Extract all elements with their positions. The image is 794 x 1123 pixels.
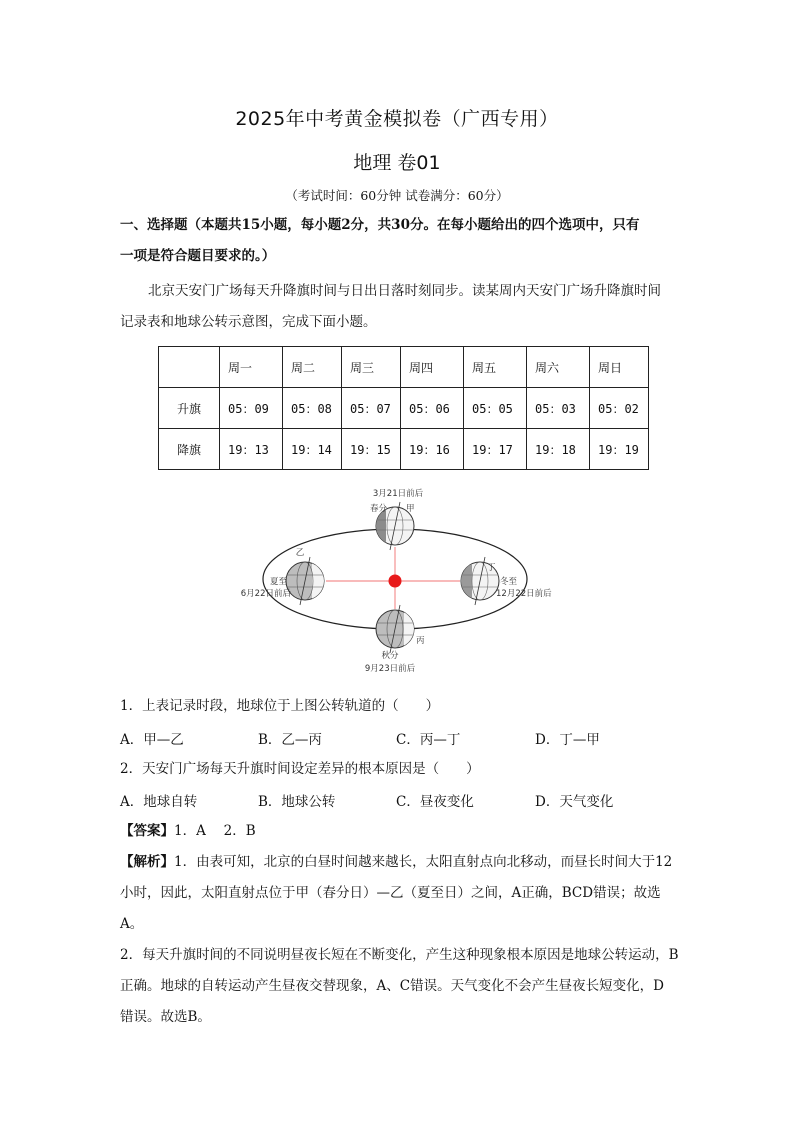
table-cell: 19：13 — [220, 429, 283, 470]
earth-icon — [286, 557, 324, 605]
table-row-label: 降旗 — [159, 429, 220, 470]
table-row — [159, 388, 649, 429]
option-c: C．丙—丁 — [396, 732, 461, 748]
table-cell: 19：16 — [401, 429, 464, 470]
table-header-cell: 周二 — [283, 347, 342, 388]
question-2-stem: 2．天安门广场每天升旗时间设定差异的根本原因是（ ） — [120, 761, 480, 777]
option-b: B．地球公转 — [258, 794, 336, 810]
table-cell: 05：02 — [590, 388, 649, 429]
table-header-cell: 周三 — [342, 347, 401, 388]
earth-revolution-diagram — [230, 484, 560, 679]
intro-line1: 北京天安门广场每天升降旗时间与日出日落时刻同步。读某周内天安门广场升降旗时间 — [148, 283, 661, 299]
intro-line2: 记录表和地球公转示意图，完成下面小题。 — [120, 314, 377, 330]
question-1-stem: 1．上表记录时段，地球位于上图公转轨道的（ ） — [120, 698, 440, 714]
table-cell: 19：15 — [342, 429, 401, 470]
table-cell: 19：19 — [590, 429, 649, 470]
label-right-letter: 丁 — [487, 563, 496, 573]
table-header-cell: 周六 — [527, 347, 590, 388]
label-left-name: 夏至 — [269, 577, 287, 587]
table-cell: 05：09 — [220, 388, 283, 429]
option-a: A．地球自转 — [120, 794, 198, 810]
label-left-date: 6月22日前后 — [240, 589, 291, 599]
label-left-letter: 乙 — [295, 548, 305, 558]
label-right-date: 12月22日前后 — [496, 589, 552, 599]
option-b: B．乙—丙 — [258, 732, 322, 748]
question-1-options — [120, 728, 700, 748]
option-c: C．昼夜变化 — [396, 794, 474, 810]
page-title: 2025年中考黄金模拟卷（广西专用） — [235, 108, 559, 130]
table-cell: 05：05 — [464, 388, 527, 429]
option-d: D．丁—甲 — [535, 732, 600, 748]
answer-text: 1．A 2．B — [174, 823, 256, 839]
table-header-cell: 周一 — [220, 347, 283, 388]
table-row-label: 升旗 — [159, 388, 220, 429]
page-subtitle: 地理 卷01 — [353, 152, 441, 174]
table-header-cell: 周日 — [590, 347, 649, 388]
table-cell: 05：08 — [283, 388, 342, 429]
section-heading-line2: 一项是符合题目要求的。） — [120, 248, 276, 264]
answer-line — [120, 821, 690, 841]
table-header-cell: 周四 — [401, 347, 464, 388]
option-d: D．天气变化 — [535, 794, 614, 810]
answer-label: 【答案】 — [120, 823, 174, 839]
table-header-row — [159, 347, 649, 388]
table-header-cell — [159, 347, 220, 388]
analysis-line5: 正确。地球的自转运动产生昼夜交替现象，A、C错误。天气变化不会产生昼夜长短变化，D — [120, 978, 664, 994]
table-row — [159, 429, 649, 470]
label-top-date: 3月21日前后 — [372, 489, 424, 499]
table-cell: 19：14 — [283, 429, 342, 470]
exam-info: （考试时间：60分钟 试卷满分：60分） — [285, 188, 509, 203]
section-heading-line1: 一、选择题（本题共15小题，每小题2分，共30分。在每小题给出的四个选项中，只有 — [120, 217, 640, 233]
analysis-line2: 小时，因此，太阳直射点位于甲（春分日）—乙（夏至日）之间，A正确，BCD错误；故选 — [120, 885, 661, 901]
analysis-text: 1．由表可知，北京的白昼时间越来越长，太阳直射点向北移动，而昼长时间大于12 — [174, 854, 673, 870]
label-right-name: 冬至 — [500, 577, 518, 587]
sun-icon — [389, 575, 402, 588]
label-bottom-date: 9月23日前后 — [364, 664, 416, 674]
table-cell: 05：03 — [527, 388, 590, 429]
table-header-cell: 周五 — [464, 347, 527, 388]
label-top-name: 春分 — [369, 504, 387, 514]
table-cell: 19：18 — [527, 429, 590, 470]
option-a: A．甲—乙 — [120, 732, 184, 748]
flag-schedule-table — [158, 346, 649, 470]
analysis-label: 【解析】 — [120, 854, 174, 870]
table-cell: 05：07 — [342, 388, 401, 429]
analysis-line3: A。 — [120, 916, 144, 932]
question-2-options — [120, 790, 700, 810]
earth-icon — [376, 605, 414, 653]
label-bottom-letter: 丙 — [416, 636, 425, 646]
analysis-line6: 错误。故选B。 — [120, 1009, 211, 1025]
table-cell: 19：17 — [464, 429, 527, 470]
analysis-line4: 2．每天升旗时间的不同说明昼夜长短在不断变化，产生这种现象根本原因是地球公转运动，B — [120, 947, 679, 963]
label-bottom-name: 秋分 — [381, 651, 399, 661]
table-cell: 05：06 — [401, 388, 464, 429]
analysis-line1 — [120, 852, 690, 872]
label-top-letter: 甲 — [406, 504, 415, 514]
